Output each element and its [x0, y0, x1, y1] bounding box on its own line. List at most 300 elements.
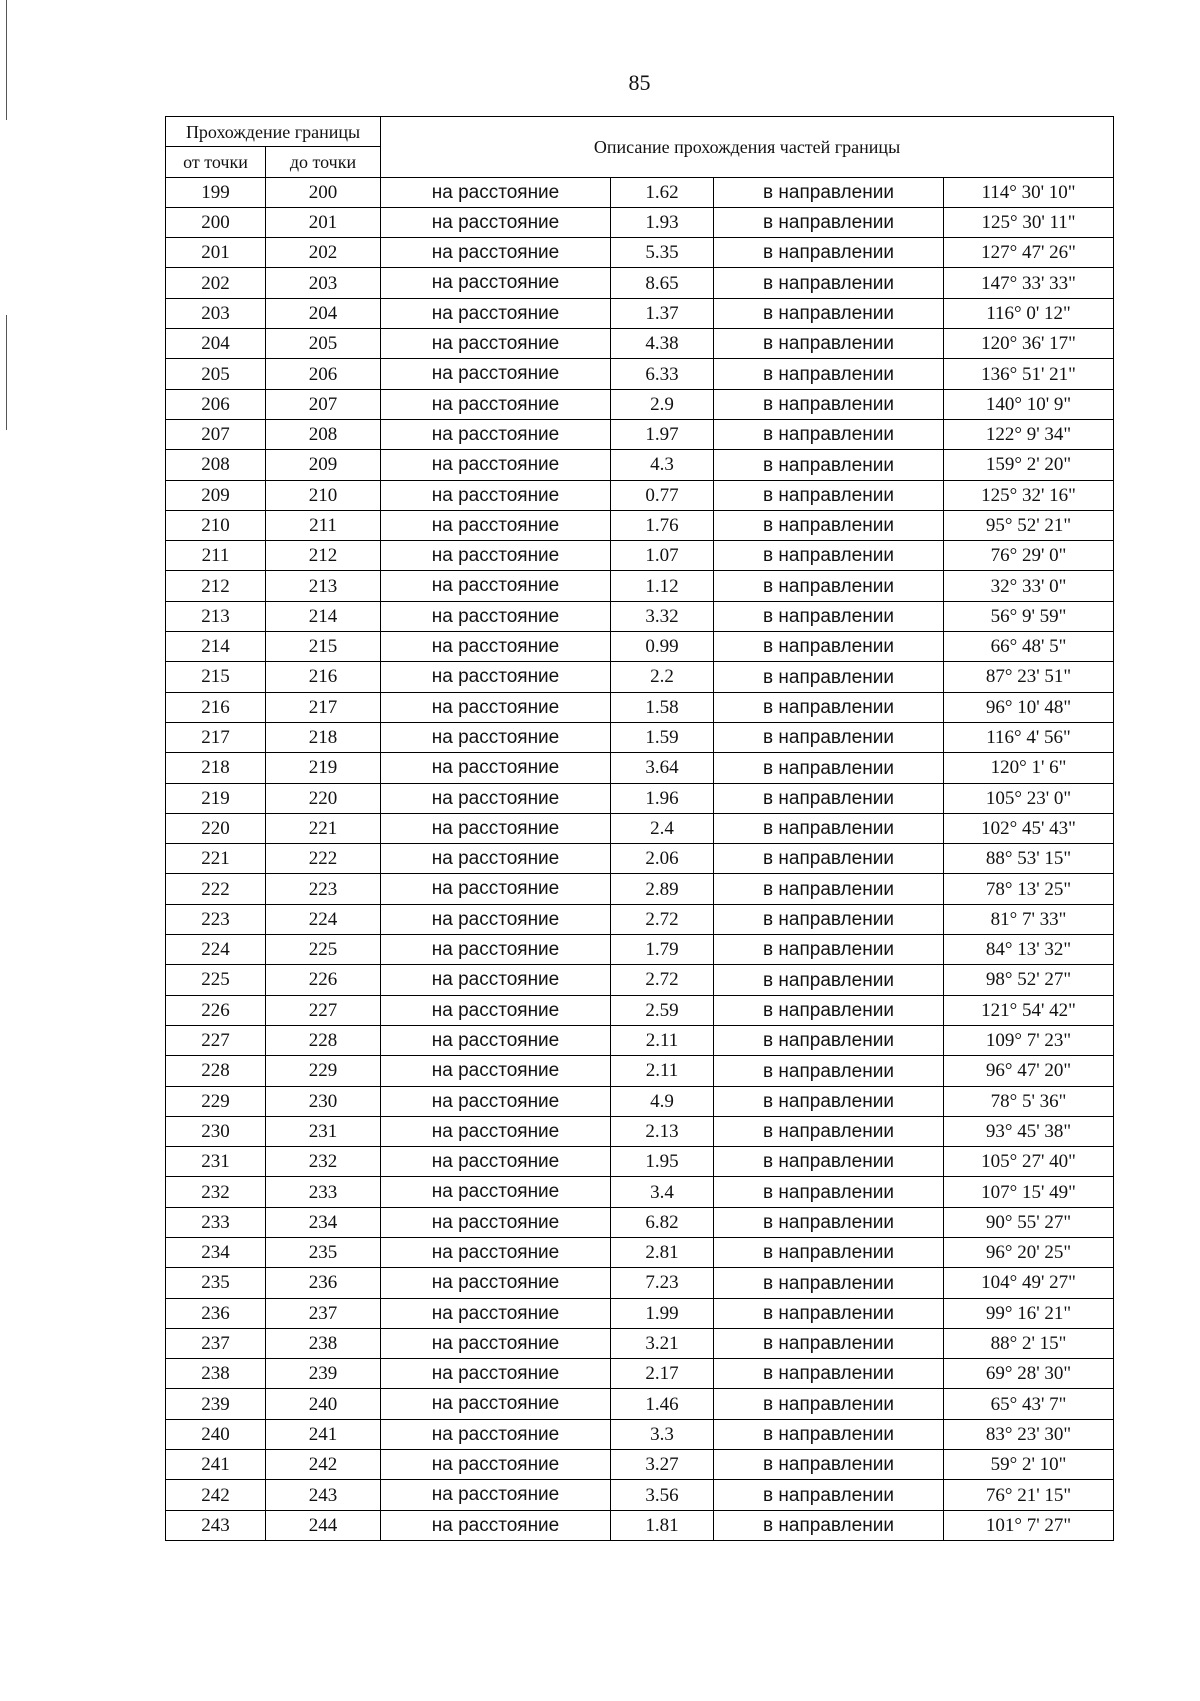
- table-row: [166, 450, 1114, 480]
- distance-label-cell: на расстояние: [381, 177, 611, 207]
- direction-label-cell: в направлении: [714, 1056, 944, 1086]
- from-point-cell: 240: [166, 1419, 266, 1449]
- distance-value-cell: 1.81: [611, 1510, 714, 1540]
- to-point-cell: 216: [266, 662, 381, 692]
- from-point-cell: 212: [166, 571, 266, 601]
- to-point-cell: 226: [266, 965, 381, 995]
- distance-value-cell: 3.4: [611, 1177, 714, 1207]
- distance-value-cell: 2.9: [611, 389, 714, 419]
- bearing-value-cell: 147° 33' 33": [944, 268, 1114, 298]
- bearing-value-cell: 88° 53' 15": [944, 844, 1114, 874]
- distance-value-cell: 3.56: [611, 1480, 714, 1510]
- distance-value-cell: 1.46: [611, 1389, 714, 1419]
- to-point-cell: 238: [266, 1328, 381, 1358]
- bearing-value-cell: 105° 27' 40": [944, 1147, 1114, 1177]
- distance-label-cell: на расстояние: [381, 450, 611, 480]
- direction-label-cell: в направлении: [714, 1177, 944, 1207]
- table-body: [166, 177, 1114, 1540]
- bearing-value-cell: 88° 2' 15": [944, 1328, 1114, 1358]
- direction-label-cell: в направлении: [714, 601, 944, 631]
- bearing-value-cell: 76° 21' 15": [944, 1480, 1114, 1510]
- direction-label-cell: в направлении: [714, 783, 944, 813]
- distance-value-cell: 2.4: [611, 813, 714, 843]
- table-row: [166, 389, 1114, 419]
- to-point-cell: 203: [266, 268, 381, 298]
- bearing-value-cell: 32° 33' 0": [944, 571, 1114, 601]
- to-point-cell: 210: [266, 480, 381, 510]
- from-point-cell: 203: [166, 298, 266, 328]
- direction-label-cell: в направлении: [714, 844, 944, 874]
- to-point-cell: 229: [266, 1056, 381, 1086]
- distance-value-cell: 1.93: [611, 207, 714, 237]
- bearing-value-cell: 159° 2' 20": [944, 450, 1114, 480]
- from-point-cell: 210: [166, 510, 266, 540]
- direction-label-cell: в направлении: [714, 1419, 944, 1449]
- from-point-cell: 225: [166, 965, 266, 995]
- from-point-cell: 201: [166, 238, 266, 268]
- table-row: [166, 692, 1114, 722]
- distance-value-cell: 8.65: [611, 268, 714, 298]
- distance-value-cell: 0.77: [611, 480, 714, 510]
- direction-label-cell: в направлении: [714, 1268, 944, 1298]
- table-row: [166, 571, 1114, 601]
- direction-label-cell: в направлении: [714, 632, 944, 662]
- to-point-cell: 211: [266, 510, 381, 540]
- to-point-cell: 231: [266, 1116, 381, 1146]
- to-point-cell: 223: [266, 874, 381, 904]
- table-row: [166, 783, 1114, 813]
- from-point-cell: 219: [166, 783, 266, 813]
- distance-label-cell: на расстояние: [381, 662, 611, 692]
- page-number: 85: [628, 70, 651, 95]
- from-point-cell: 237: [166, 1328, 266, 1358]
- table-row: [166, 1328, 1114, 1358]
- table-header: [166, 117, 1114, 178]
- bearing-value-cell: 98° 52' 27": [944, 965, 1114, 995]
- header-description: Описание прохождения частей границы: [381, 117, 1114, 178]
- direction-label-cell: в направлении: [714, 541, 944, 571]
- to-point-cell: 242: [266, 1450, 381, 1480]
- from-point-cell: 206: [166, 389, 266, 419]
- header-to-point: до точки: [266, 147, 381, 177]
- distance-label-cell: на расстояние: [381, 268, 611, 298]
- table-row: [166, 722, 1114, 752]
- to-point-cell: 243: [266, 1480, 381, 1510]
- left-margin-line: [6, 315, 7, 430]
- table-row: [166, 1207, 1114, 1237]
- distance-value-cell: 1.76: [611, 510, 714, 540]
- distance-value-cell: 1.12: [611, 571, 714, 601]
- to-point-cell: 233: [266, 1177, 381, 1207]
- table-row: [166, 632, 1114, 662]
- from-point-cell: 239: [166, 1389, 266, 1419]
- to-point-cell: 244: [266, 1510, 381, 1540]
- distance-label-cell: на расстояние: [381, 1419, 611, 1449]
- bearing-value-cell: 96° 10' 48": [944, 692, 1114, 722]
- table-row: [166, 1389, 1114, 1419]
- from-point-cell: 242: [166, 1480, 266, 1510]
- from-point-cell: 208: [166, 450, 266, 480]
- bearing-value-cell: 122° 9' 34": [944, 419, 1114, 449]
- direction-label-cell: в направлении: [714, 268, 944, 298]
- direction-label-cell: в направлении: [714, 662, 944, 692]
- bearing-value-cell: 83° 23' 30": [944, 1419, 1114, 1449]
- from-point-cell: 236: [166, 1298, 266, 1328]
- from-point-cell: 224: [166, 935, 266, 965]
- direction-label-cell: в направлении: [714, 510, 944, 540]
- distance-label-cell: на расстояние: [381, 1510, 611, 1540]
- bearing-value-cell: 127° 47' 26": [944, 238, 1114, 268]
- distance-label-cell: на расстояние: [381, 1207, 611, 1237]
- distance-label-cell: на расстояние: [381, 904, 611, 934]
- table-row: [166, 995, 1114, 1025]
- bearing-value-cell: 96° 47' 20": [944, 1056, 1114, 1086]
- to-point-cell: 207: [266, 389, 381, 419]
- from-point-cell: 238: [166, 1359, 266, 1389]
- from-point-cell: 228: [166, 1056, 266, 1086]
- table-row: [166, 329, 1114, 359]
- direction-label-cell: в направлении: [714, 389, 944, 419]
- bearing-value-cell: 101° 7' 27": [944, 1510, 1114, 1540]
- distance-value-cell: 1.59: [611, 722, 714, 752]
- from-point-cell: 220: [166, 813, 266, 843]
- distance-label-cell: на расстояние: [381, 935, 611, 965]
- table-row: [166, 1025, 1114, 1055]
- distance-value-cell: 4.9: [611, 1086, 714, 1116]
- from-point-cell: 235: [166, 1268, 266, 1298]
- distance-value-cell: 2.89: [611, 874, 714, 904]
- bearing-value-cell: 69° 28' 30": [944, 1359, 1114, 1389]
- bearing-value-cell: 66° 48' 5": [944, 632, 1114, 662]
- distance-label-cell: на расстояние: [381, 722, 611, 752]
- bearing-value-cell: 78° 13' 25": [944, 874, 1114, 904]
- distance-value-cell: 2.59: [611, 995, 714, 1025]
- bearing-value-cell: 109° 7' 23": [944, 1025, 1114, 1055]
- to-point-cell: 241: [266, 1419, 381, 1449]
- table-row: [166, 207, 1114, 237]
- distance-value-cell: 4.3: [611, 450, 714, 480]
- from-point-cell: 211: [166, 541, 266, 571]
- to-point-cell: 214: [266, 601, 381, 631]
- bearing-value-cell: 116° 0' 12": [944, 298, 1114, 328]
- table-row: [166, 1450, 1114, 1480]
- distance-label-cell: на расстояние: [381, 207, 611, 237]
- distance-value-cell: 2.72: [611, 904, 714, 934]
- table-row: [166, 844, 1114, 874]
- to-point-cell: 221: [266, 813, 381, 843]
- bearing-value-cell: 96° 20' 25": [944, 1237, 1114, 1267]
- from-point-cell: 199: [166, 177, 266, 207]
- to-point-cell: 225: [266, 935, 381, 965]
- table-row: [166, 419, 1114, 449]
- distance-value-cell: 2.2: [611, 662, 714, 692]
- table-row: [166, 1147, 1114, 1177]
- direction-label-cell: в направлении: [714, 1207, 944, 1237]
- table-row: [166, 238, 1114, 268]
- to-point-cell: 217: [266, 692, 381, 722]
- left-margin-line: [6, 0, 7, 120]
- to-point-cell: 206: [266, 359, 381, 389]
- bearing-value-cell: 87° 23' 51": [944, 662, 1114, 692]
- table-row: [166, 541, 1114, 571]
- from-point-cell: 207: [166, 419, 266, 449]
- table-row: [166, 874, 1114, 904]
- table-row: [166, 1237, 1114, 1267]
- direction-label-cell: в направлении: [714, 753, 944, 783]
- distance-value-cell: 2.81: [611, 1237, 714, 1267]
- distance-label-cell: на расстояние: [381, 1056, 611, 1086]
- distance-label-cell: на расстояние: [381, 419, 611, 449]
- distance-label-cell: на расстояние: [381, 1389, 611, 1419]
- direction-label-cell: в направлении: [714, 874, 944, 904]
- table-row: [166, 1359, 1114, 1389]
- distance-label-cell: на расстояние: [381, 692, 611, 722]
- from-point-cell: 216: [166, 692, 266, 722]
- distance-label-cell: на расстояние: [381, 1298, 611, 1328]
- distance-label-cell: на расстояние: [381, 1450, 611, 1480]
- bearing-value-cell: 59° 2' 10": [944, 1450, 1114, 1480]
- to-point-cell: 204: [266, 298, 381, 328]
- to-point-cell: 215: [266, 632, 381, 662]
- distance-label-cell: на расстояние: [381, 1237, 611, 1267]
- to-point-cell: 237: [266, 1298, 381, 1328]
- distance-value-cell: 1.96: [611, 783, 714, 813]
- direction-label-cell: в направлении: [714, 177, 944, 207]
- distance-label-cell: на расстояние: [381, 601, 611, 631]
- to-point-cell: 234: [266, 1207, 381, 1237]
- distance-value-cell: 2.72: [611, 965, 714, 995]
- table-row: [166, 1480, 1114, 1510]
- to-point-cell: 220: [266, 783, 381, 813]
- distance-value-cell: 6.82: [611, 1207, 714, 1237]
- direction-label-cell: в направлении: [714, 1298, 944, 1328]
- to-point-cell: 230: [266, 1086, 381, 1116]
- distance-value-cell: 2.06: [611, 844, 714, 874]
- bearing-value-cell: 107° 15' 49": [944, 1177, 1114, 1207]
- table-row: [166, 298, 1114, 328]
- table-row: [166, 965, 1114, 995]
- distance-label-cell: на расстояние: [381, 541, 611, 571]
- table-row: [166, 1086, 1114, 1116]
- direction-label-cell: в направлении: [714, 1359, 944, 1389]
- from-point-cell: 209: [166, 480, 266, 510]
- distance-value-cell: 1.62: [611, 177, 714, 207]
- boundary-table: [165, 116, 1114, 1541]
- direction-label-cell: в направлении: [714, 480, 944, 510]
- bearing-value-cell: 121° 54' 42": [944, 995, 1114, 1025]
- from-point-cell: 202: [166, 268, 266, 298]
- direction-label-cell: в направлении: [714, 450, 944, 480]
- direction-label-cell: в направлении: [714, 1025, 944, 1055]
- distance-label-cell: на расстояние: [381, 965, 611, 995]
- distance-value-cell: 1.99: [611, 1298, 714, 1328]
- distance-value-cell: 4.38: [611, 329, 714, 359]
- table-row: [166, 753, 1114, 783]
- table-row: [166, 904, 1114, 934]
- from-point-cell: 213: [166, 601, 266, 631]
- table-row: [166, 177, 1114, 207]
- distance-label-cell: на расстояние: [381, 1025, 611, 1055]
- table-row: [166, 1056, 1114, 1086]
- from-point-cell: 217: [166, 722, 266, 752]
- distance-value-cell: 1.97: [611, 419, 714, 449]
- to-point-cell: 239: [266, 1359, 381, 1389]
- table-row: [166, 1177, 1114, 1207]
- bearing-value-cell: 95° 52' 21": [944, 510, 1114, 540]
- table-row: [166, 813, 1114, 843]
- from-point-cell: 200: [166, 207, 266, 237]
- distance-label-cell: на расстояние: [381, 844, 611, 874]
- to-point-cell: 240: [266, 1389, 381, 1419]
- from-point-cell: 231: [166, 1147, 266, 1177]
- to-point-cell: 218: [266, 722, 381, 752]
- distance-label-cell: на расстояние: [381, 1177, 611, 1207]
- bearing-value-cell: 90° 55' 27": [944, 1207, 1114, 1237]
- distance-label-cell: на расстояние: [381, 238, 611, 268]
- distance-label-cell: на расстояние: [381, 753, 611, 783]
- direction-label-cell: в направлении: [714, 722, 944, 752]
- bearing-value-cell: 140° 10' 9": [944, 389, 1114, 419]
- from-point-cell: 218: [166, 753, 266, 783]
- table-row: [166, 1116, 1114, 1146]
- distance-label-cell: на расстояние: [381, 1480, 611, 1510]
- bearing-value-cell: 56° 9' 59": [944, 601, 1114, 631]
- bearing-value-cell: 93° 45' 38": [944, 1116, 1114, 1146]
- from-point-cell: 214: [166, 632, 266, 662]
- table-row: [166, 662, 1114, 692]
- distance-value-cell: 3.3: [611, 1419, 714, 1449]
- to-point-cell: 200: [266, 177, 381, 207]
- bearing-value-cell: 104° 49' 27": [944, 1268, 1114, 1298]
- distance-value-cell: 0.99: [611, 632, 714, 662]
- table-row: [166, 1419, 1114, 1449]
- from-point-cell: 205: [166, 359, 266, 389]
- table-row: [166, 480, 1114, 510]
- bearing-value-cell: 78° 5' 36": [944, 1086, 1114, 1116]
- distance-value-cell: 6.33: [611, 359, 714, 389]
- bearing-value-cell: 76° 29' 0": [944, 541, 1114, 571]
- distance-label-cell: на расстояние: [381, 480, 611, 510]
- direction-label-cell: в направлении: [714, 1328, 944, 1358]
- from-point-cell: 241: [166, 1450, 266, 1480]
- from-point-cell: 226: [166, 995, 266, 1025]
- to-point-cell: 236: [266, 1268, 381, 1298]
- distance-value-cell: 2.13: [611, 1116, 714, 1146]
- from-point-cell: 221: [166, 844, 266, 874]
- distance-label-cell: на расстояние: [381, 298, 611, 328]
- from-point-cell: 222: [166, 874, 266, 904]
- header-from-point: от точки: [166, 147, 266, 177]
- direction-label-cell: в направлении: [714, 329, 944, 359]
- direction-label-cell: в направлении: [714, 935, 944, 965]
- table-row: [166, 935, 1114, 965]
- direction-label-cell: в направлении: [714, 1116, 944, 1146]
- from-point-cell: 229: [166, 1086, 266, 1116]
- direction-label-cell: в направлении: [714, 1450, 944, 1480]
- to-point-cell: 228: [266, 1025, 381, 1055]
- direction-label-cell: в направлении: [714, 904, 944, 934]
- table-row: [166, 601, 1114, 631]
- distance-label-cell: на расстояние: [381, 1268, 611, 1298]
- bearing-value-cell: 99° 16' 21": [944, 1298, 1114, 1328]
- distance-label-cell: на расстояние: [381, 632, 611, 662]
- distance-value-cell: 2.17: [611, 1359, 714, 1389]
- to-point-cell: 227: [266, 995, 381, 1025]
- bearing-value-cell: 136° 51' 21": [944, 359, 1114, 389]
- distance-label-cell: на расстояние: [381, 813, 611, 843]
- from-point-cell: 227: [166, 1025, 266, 1055]
- direction-label-cell: в направлении: [714, 995, 944, 1025]
- to-point-cell: 224: [266, 904, 381, 934]
- distance-value-cell: 3.27: [611, 1450, 714, 1480]
- distance-label-cell: на расстояние: [381, 995, 611, 1025]
- distance-label-cell: на расстояние: [381, 1147, 611, 1177]
- from-point-cell: 233: [166, 1207, 266, 1237]
- direction-label-cell: в направлении: [714, 1086, 944, 1116]
- distance-label-cell: на расстояние: [381, 1116, 611, 1146]
- to-point-cell: 235: [266, 1237, 381, 1267]
- to-point-cell: 222: [266, 844, 381, 874]
- direction-label-cell: в направлении: [714, 298, 944, 328]
- from-point-cell: 230: [166, 1116, 266, 1146]
- bearing-value-cell: 125° 30' 11": [944, 207, 1114, 237]
- to-point-cell: 219: [266, 753, 381, 783]
- direction-label-cell: в направлении: [714, 359, 944, 389]
- to-point-cell: 202: [266, 238, 381, 268]
- distance-label-cell: на расстояние: [381, 1359, 611, 1389]
- direction-label-cell: в направлении: [714, 1510, 944, 1540]
- to-point-cell: 201: [266, 207, 381, 237]
- direction-label-cell: в направлении: [714, 1147, 944, 1177]
- distance-label-cell: на расстояние: [381, 510, 611, 540]
- direction-label-cell: в направлении: [714, 1480, 944, 1510]
- bearing-value-cell: 102° 45' 43": [944, 813, 1114, 843]
- from-point-cell: 223: [166, 904, 266, 934]
- from-point-cell: 243: [166, 1510, 266, 1540]
- direction-label-cell: в направлении: [714, 965, 944, 995]
- direction-label-cell: в направлении: [714, 207, 944, 237]
- from-point-cell: 232: [166, 1177, 266, 1207]
- distance-label-cell: на расстояние: [381, 874, 611, 904]
- distance-label-cell: на расстояние: [381, 1086, 611, 1116]
- bearing-value-cell: 114° 30' 10": [944, 177, 1114, 207]
- distance-value-cell: 1.79: [611, 935, 714, 965]
- direction-label-cell: в направлении: [714, 571, 944, 601]
- table-row: [166, 268, 1114, 298]
- distance-label-cell: на расстояние: [381, 571, 611, 601]
- bearing-value-cell: 81° 7' 33": [944, 904, 1114, 934]
- bearing-value-cell: 125° 32' 16": [944, 480, 1114, 510]
- from-point-cell: 234: [166, 1237, 266, 1267]
- bearing-value-cell: 120° 36' 17": [944, 329, 1114, 359]
- direction-label-cell: в направлении: [714, 419, 944, 449]
- bearing-value-cell: 120° 1' 6": [944, 753, 1114, 783]
- table-row: [166, 359, 1114, 389]
- distance-value-cell: 5.35: [611, 238, 714, 268]
- to-point-cell: 205: [266, 329, 381, 359]
- distance-label-cell: на расстояние: [381, 783, 611, 813]
- to-point-cell: 208: [266, 419, 381, 449]
- direction-label-cell: в направлении: [714, 813, 944, 843]
- distance-value-cell: 1.37: [611, 298, 714, 328]
- from-point-cell: 204: [166, 329, 266, 359]
- header-passage: Прохождение границы: [166, 117, 381, 147]
- distance-value-cell: 2.11: [611, 1025, 714, 1055]
- to-point-cell: 209: [266, 450, 381, 480]
- from-point-cell: 215: [166, 662, 266, 692]
- table-row: [166, 1298, 1114, 1328]
- distance-value-cell: 3.64: [611, 753, 714, 783]
